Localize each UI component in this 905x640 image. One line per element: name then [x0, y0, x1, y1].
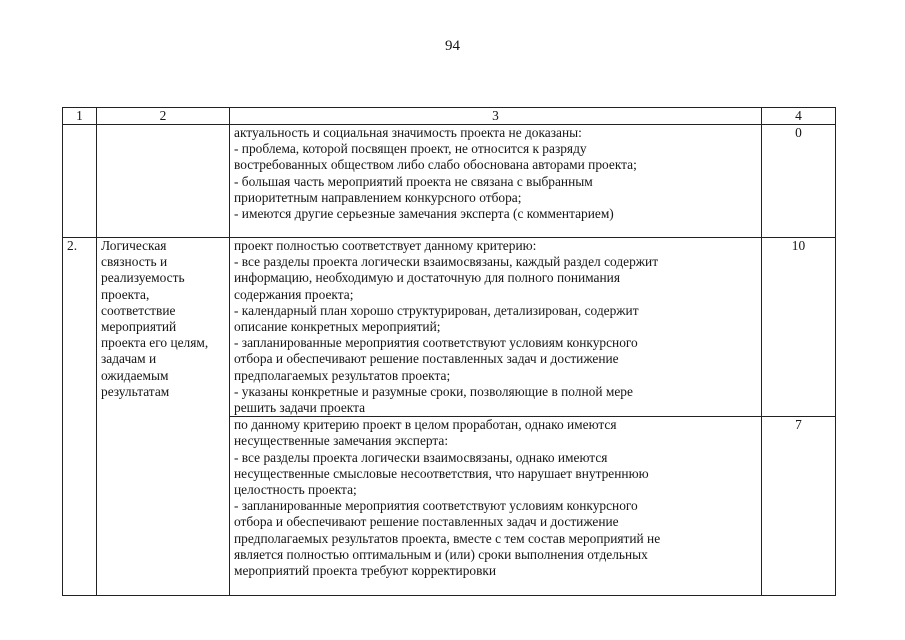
criterion-name-line: результатам: [101, 383, 170, 399]
description-line: предполагаемых результатов проекта, вместе с тем состав мероприятий не: [234, 530, 661, 546]
criterion-number-cell: [63, 125, 97, 238]
description-line: - указаны конкретные и разумные сроки, позволяющие в полной мере: [234, 383, 633, 399]
description-line: актуальность и социальная значимость проекта не доказаны:: [234, 125, 582, 140]
description-line: содержания проекта;: [234, 286, 354, 302]
description-line: решить задачи проекта: [234, 400, 366, 416]
criterion-description-cell: [230, 125, 762, 238]
criterion-name-line: задачам и: [101, 351, 157, 367]
score-cell: 10: [762, 238, 836, 417]
description-line: - запланированные мероприятия соответствуют условиям конкурсного: [234, 498, 638, 514]
header-col-1: 1: [63, 108, 97, 125]
description-line: - имеются другие серьезные замечания эксперта (с комментарием): [234, 206, 614, 222]
description-line: - все разделы проекта логически взаимосвязаны, каждый раздел содержит: [234, 254, 659, 270]
description-line: проект полностью соответствует данному критерию:: [234, 238, 537, 253]
description-line: является полностью оптимальным и (или) сроки выполнения отдельных: [234, 546, 648, 562]
criterion-name-line: ожидаемым: [101, 367, 169, 383]
description-line: несущественные замечания эксперта:: [234, 433, 449, 449]
page-number: 94: [445, 38, 460, 54]
description-line: несущественные смысловые несоответствия, что нарушает внутреннюю: [234, 465, 649, 481]
criterion-name-line: мероприятий: [101, 319, 177, 335]
header-col-4: 4: [762, 108, 836, 125]
criterion-name-cell: [97, 238, 230, 596]
description-line: - все разделы проекта логически взаимосвязаны, однако имеются: [234, 449, 608, 465]
description-line: предполагаемых результатов проекта;: [234, 367, 451, 383]
criterion-name-line: связность и: [101, 254, 168, 270]
criterion-name-line: реализуемость: [101, 270, 185, 286]
header-row: [63, 108, 836, 125]
criterion-description-cell: [230, 238, 762, 417]
header-col-3: 3: [230, 108, 762, 125]
criterion-name-line: соответствие: [101, 302, 176, 318]
description-line: приоритетным направлением конкурсного отбора;: [234, 189, 522, 205]
description-line: - проблема, которой посвящен проект, не относится к разряду: [234, 141, 587, 157]
criterion-description-cell: [230, 417, 762, 596]
description-line: мероприятий проекта требуют корректировки: [234, 563, 497, 579]
criteria-table: [62, 107, 836, 596]
criterion-name-line: проекта его целям,: [101, 335, 209, 351]
description-line: - календарный план хорошо структурирован, детализирован, содержит: [234, 302, 639, 318]
description-line: описание конкретных мероприятий;: [234, 319, 441, 335]
description-line: востребованных обществом либо слабо обоснована авторами проекта;: [234, 157, 637, 173]
description-line: по данному критерию проект в целом проработан, однако имеются: [234, 417, 617, 433]
criterion-name-cell: [97, 125, 230, 238]
description-line: отбора и обеспечивают решение поставленных задач и достижение: [234, 351, 619, 367]
description-line: отбора и обеспечивают решение поставленных задач и достижение: [234, 514, 619, 530]
score-cell: 0: [762, 125, 836, 238]
criterion-name-line: проекта,: [101, 286, 150, 302]
score-cell: 7: [762, 417, 836, 596]
criterion-name-line: Логическая: [101, 238, 167, 253]
description-line: - запланированные мероприятия соответствуют условиям конкурсного: [234, 335, 638, 351]
table-row: [63, 125, 836, 238]
table-row: [63, 238, 836, 417]
criterion-number-cell: 2.: [63, 238, 97, 596]
description-line: - большая часть мероприятий проекта не связана с выбранным: [234, 173, 593, 189]
description-line: целостность проекта;: [234, 482, 357, 498]
description-line: информацию, необходимую и достаточную для полного понимания: [234, 270, 620, 286]
header-col-2: 2: [97, 108, 230, 125]
